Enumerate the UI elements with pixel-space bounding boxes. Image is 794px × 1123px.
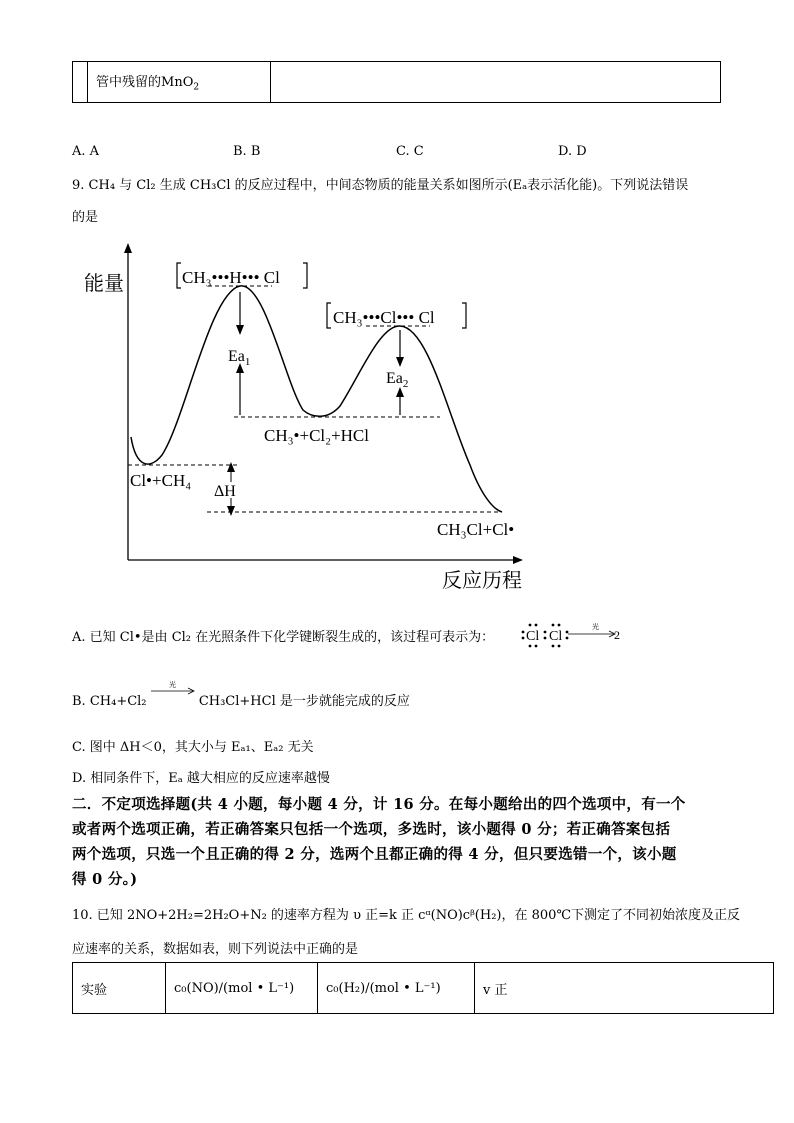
q9-stem-line1: 9. CH₄ 与 Cl₂ 生成 CH₃Cl 的反应过程中，中间态物质的能量关系如图所示(Eₐ表示活化能)。下列说法错误	[72, 178, 689, 193]
ts1-bracket-right	[303, 263, 307, 288]
section2-line3: 两个选项，只选一个且正确的得 2 分，选两个且都正确的得 4 分，但只要选错一个，该小题	[72, 846, 677, 863]
q9-option-b-products: CH₃Cl+HCl 是一步就能完成的反应	[198, 694, 410, 709]
table-cell-empty	[271, 62, 721, 103]
table-cell-blank	[73, 62, 88, 103]
section2-line1: 二．不定项选择题(共 4 小题，每小题 4 分，计 16 分。在每小题给出的四个选项中，有一个	[72, 796, 686, 813]
q9-option-a-text: A. 已知 Cl•是由 Cl₂ 在光照条件下化学键断裂生成的，该过程可表示为：	[72, 630, 495, 645]
ea2-label: $Ea_2$	[386, 370, 409, 390]
products-label: CH₃Cl+Cl•	[437, 520, 515, 539]
q9-option-c: C. 图中 ΔH＜0，其大小与 Eₐ₁、Eₐ₂ 无关	[72, 740, 314, 755]
table-header-c-no: c₀(NO)/(mol • L⁻¹)	[166, 963, 318, 1014]
option-b-arrow-label: 光	[168, 681, 176, 689]
q8-option-b: B. B	[233, 144, 261, 159]
ts2-bracket-right	[462, 303, 466, 328]
section2-line2: 或者两个选项正确，若正确答案只包括一个选项，多选时，该小题得 0 分；若正确答案包括	[72, 821, 671, 838]
q9-option-d: D. 相同条件下，Eₐ 越大相应的反应速率越慢	[72, 771, 330, 786]
q8-option-d: D. D	[558, 144, 587, 159]
section2-line4: 得 0 分。)	[72, 871, 138, 888]
reactants-label: Cl•+CH₄	[130, 471, 192, 490]
top-table	[72, 61, 721, 103]
table-header-rate: v 正	[475, 963, 774, 1014]
ts1-bracket-left	[177, 263, 181, 288]
ts2-bracket-left	[327, 303, 331, 328]
q9-option-b-reactants: B. CH₄+Cl₂	[72, 694, 147, 709]
option-a-arrow-label: 光	[592, 623, 599, 631]
q8-option-c: C. C	[396, 144, 424, 159]
q10-stem-line1: 10. 已知 2NO+2H₂=2H₂O+N₂ 的速率方程为 υ 正=k 正 cᵅ(NO)cᵝ(H₂)，在 800℃下测定了不同初始浓度及正反	[72, 908, 740, 923]
q10-stem-line2: 应速率的关系，数据如表，则下列说法中正确的是	[72, 942, 359, 957]
ea1-label: $Ea_1$	[228, 348, 251, 368]
q9-option-a	[72, 626, 494, 645]
ts1-label: CH₃•••H••• Cl	[182, 268, 280, 287]
q9-option-b	[72, 681, 410, 709]
y-axis-label: 能量	[84, 273, 124, 295]
table-header-experiment: 实验	[73, 963, 166, 1014]
q9-stem-line2: 的是	[72, 210, 99, 225]
table-header-c-h2: c₀(H₂)/(mol • L⁻¹)	[318, 963, 475, 1014]
energy-diagram	[0, 230, 794, 600]
q8-option-a: A. A	[72, 144, 100, 159]
q10-table	[72, 962, 774, 1014]
ts2-label: CH₃•••Cl••• Cl	[333, 308, 435, 327]
svg-text:Cl: Cl	[526, 629, 540, 644]
cl2-lewis-structure	[518, 620, 628, 650]
intermediate-label: CH₃•+Cl₂+HCl	[264, 426, 369, 445]
light-arrow	[151, 681, 195, 705]
option-a-tail: 2	[614, 628, 620, 642]
arrow-icon	[151, 681, 195, 701]
svg-text:Cl: Cl	[549, 629, 563, 644]
x-axis-label: 反应历程	[442, 570, 522, 592]
table-cell-text: 管中残留的MnO$_2$	[88, 62, 271, 103]
dh-label: ΔH	[214, 483, 236, 500]
